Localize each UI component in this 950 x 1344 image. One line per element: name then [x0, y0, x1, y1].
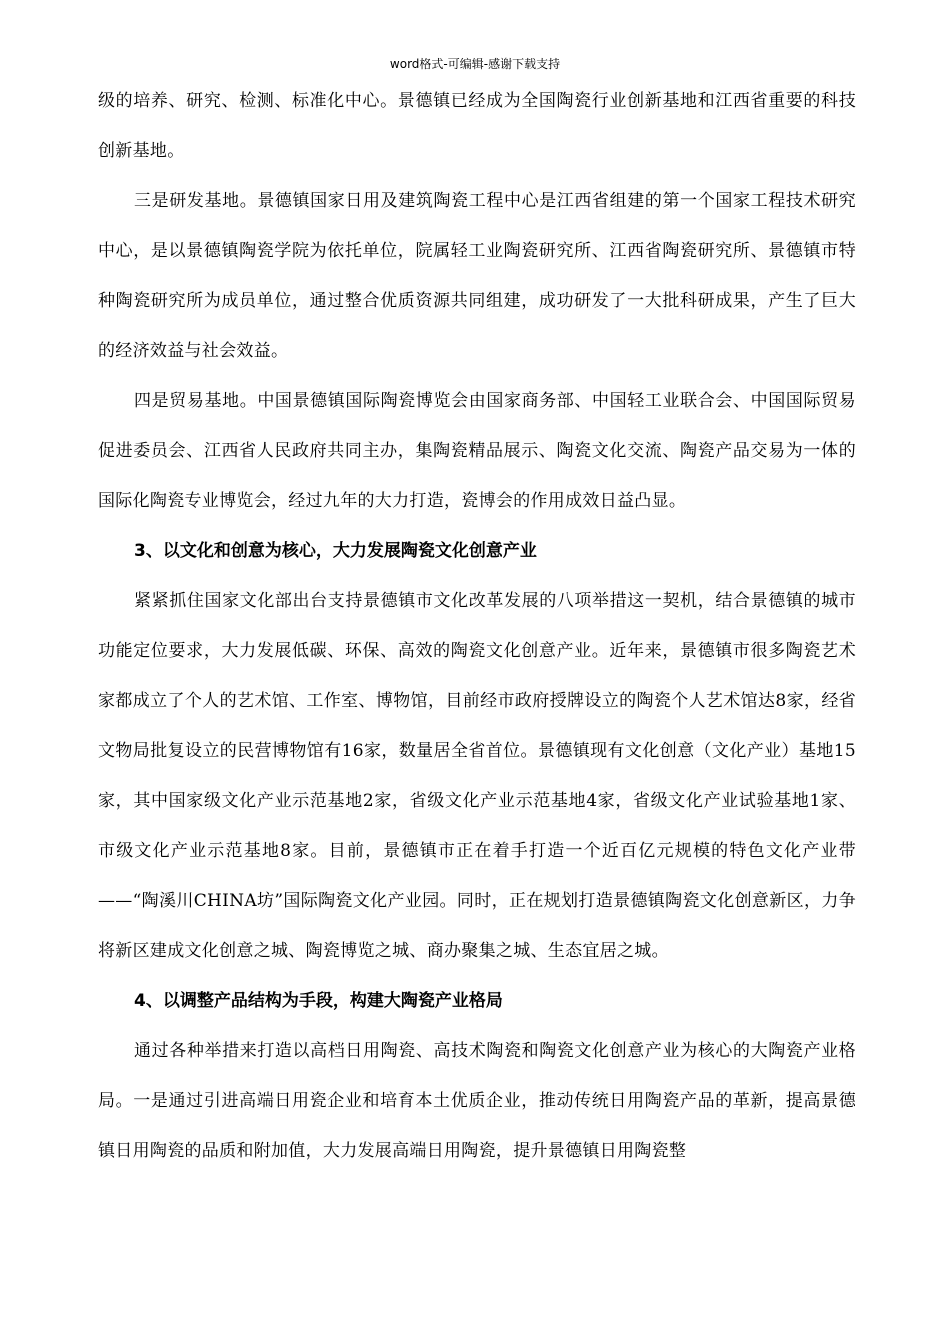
paragraph-rd-base: 三是研发基地。景德镇国家日用及建筑陶瓷工程中心是江西省组建的第一个国家工程技术研究中心，是以景德镇陶瓷学院为依托单位，院属轻工业陶瓷研究所、江西省陶瓷研究所、景德镇市特种陶瓷研究所为成员单位，通过整合优质资源共同组建，成功研发了一大批科研成果，产生了巨大的经济效益与社会效益。: [98, 191, 856, 361]
paragraph-trade-base: 四是贸易基地。中国景德镇国际陶瓷博览会由国家商务部、中国轻工业联合会、中国国际贸易促进委员会、江西省人民政府共同主办，集陶瓷精品展示、陶瓷文化交流、陶瓷产品交易为一体的国际化陶瓷专业博览会，经过九年的大力打造，瓷博会的作用成效日益凸显。: [98, 391, 856, 511]
paragraph-product-structure: 通过各种举措来打造以高档日用陶瓷、高技术陶瓷和陶瓷文化创意产业为核心的大陶瓷产业格局。一是通过引进高端日用瓷企业和培育本土优质企业，推动传统日用陶瓷产品的革新，提高景德镇日用陶瓷的品质和附加值，大力发展高端日用陶瓷，提升景德镇日用陶瓷整: [98, 1041, 856, 1161]
section-heading-4: 4、以调整产品结构为手段，构建大陶瓷产业格局: [134, 991, 503, 1011]
paragraph-cultural-creative: 紧紧抓住国家文化部出台支持景德镇市文化改革发展的八项举措这一契机，结合景德镇的城市功能定位要求，大力发展低碳、环保、高效的陶瓷文化创意产业。近年来，景德镇市很多陶瓷艺术家都成立了个人的艺术馆、工作室、博物馆，目前经市政府授牌设立的陶瓷个人艺术馆达8家，经省文物局批复设立的民营博物馆有16家，数量居全省首位。景德镇现有文化创意（文化产业）基地15家，其中国家级文化产业示范基地2家，省级文化产业示范基地4家，省级文化产业试验基地1家、市级文化产业示范基地8家。目前，景德镇市正在着手打造一个近百亿元规模的特色文化产业带——“陶溪川CHINA坊”国际陶瓷文化产业园。同时，正在规划打造景德镇陶瓷文化创意新区，力争将新区建成文化创意之城、陶瓷博览之城、商办聚集之城、生态宜居之城。: [98, 591, 856, 961]
section-heading-3: 3、以文化和创意为核心，大力发展陶瓷文化创意产业: [134, 541, 537, 561]
document-body: [98, 76, 856, 1176]
page-header: word格式-可编辑-感谢下载支持: [389, 57, 561, 71]
paragraph-research-center: 级的培养、研究、检测、标准化中心。景德镇已经成为全国陶瓷行业创新基地和江西省重要的科技创新基地。: [98, 91, 856, 161]
